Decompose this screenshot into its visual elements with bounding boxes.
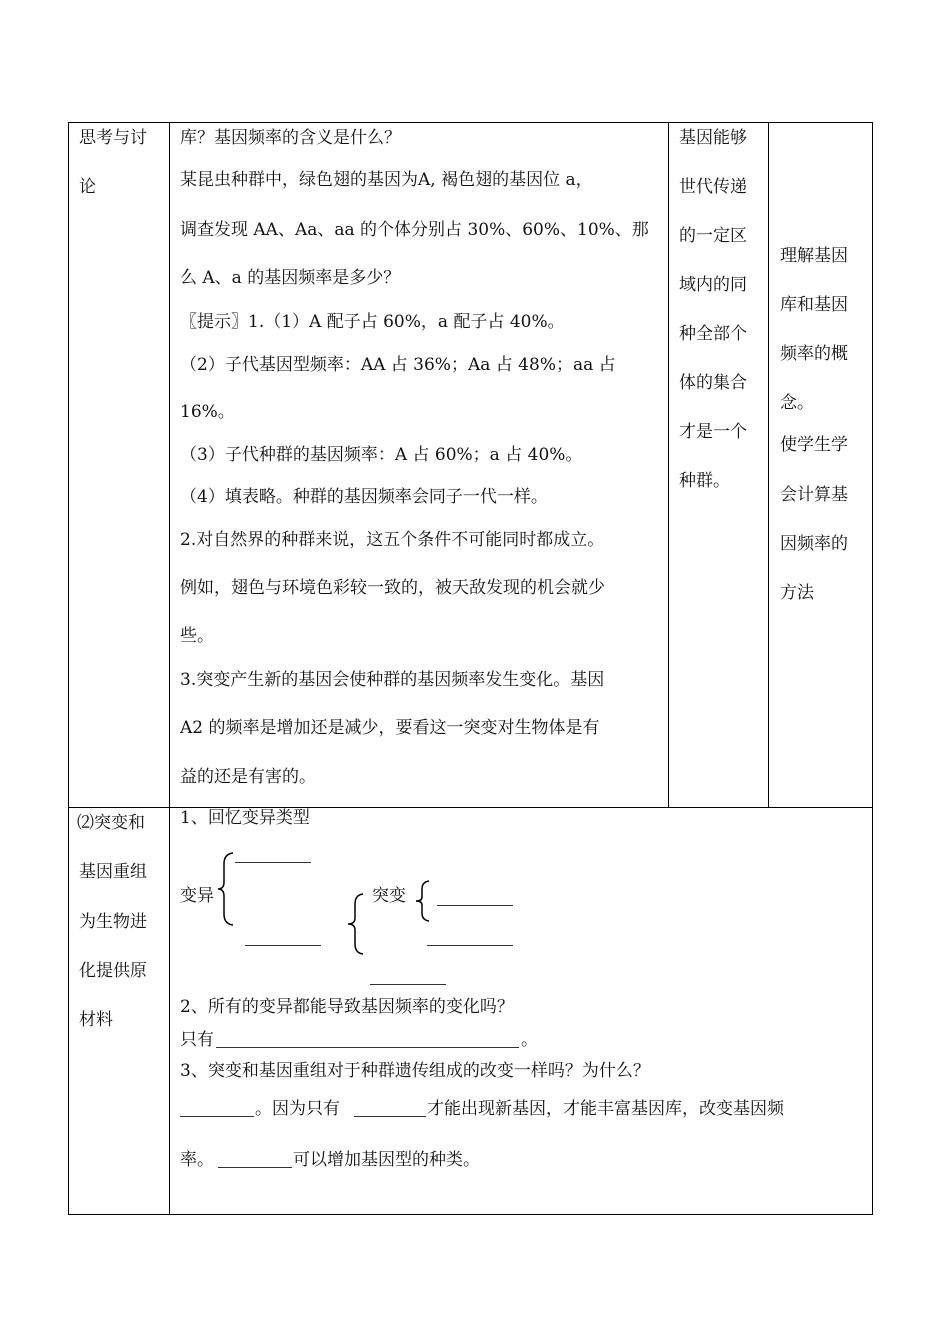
content-line: 么 A、a 的基因频率是多少？ [180, 268, 401, 288]
answer-blank[interactable] [437, 905, 513, 906]
goal-line: 理解基因 [780, 246, 848, 266]
left-brace-icon [346, 893, 366, 955]
question-3-text: 才能出现新基因，才能丰富基因库，改变基因频 [427, 1099, 784, 1119]
variation-label: 变异 [180, 886, 214, 906]
answer-blank[interactable] [180, 1116, 254, 1117]
question-2-suffix: 。 [521, 1030, 538, 1050]
section-title-line: 化提供原 [79, 961, 147, 981]
content-line: 调查发现 AA、Aa、aa 的个体分别占 30%、60%、10%、那 [180, 220, 649, 240]
content-line: A2 的频率是增加还是减少，要看这一突变对生物体是有 [180, 718, 600, 738]
concept-line: 的一定区 [679, 226, 747, 246]
content-line: 例如，翅色与环境色彩较一致的，被天敌发现的机会就少 [180, 578, 605, 598]
question-2-prefix: 只有 [180, 1030, 214, 1050]
concept-line: 才是一个 [679, 422, 747, 442]
concept-line: 体的集合 [679, 373, 747, 393]
question-3: 3、突变和基因重组对于种群遗传组成的改变一样吗？为什么？ [180, 1061, 650, 1081]
concept-line: 域内的同 [679, 275, 747, 295]
content-line: （3）子代种群的基因频率：A 占 60%；a 占 40%。 [180, 445, 583, 465]
content-line: 益的还是有害的。 [180, 767, 316, 787]
content-line: 3.突变产生新的基因会使种群的基因频率发生变化。基因 [180, 670, 605, 690]
question-1: 1、回忆变异类型 [180, 808, 310, 828]
concept-line: 种群。 [679, 471, 730, 491]
column-divider-3 [768, 122, 769, 808]
content-line: 库？基因频率的含义是什么？ [180, 128, 401, 148]
answer-blank[interactable] [235, 862, 311, 863]
question-3-text: 可以增加基因型的种类。 [293, 1150, 480, 1170]
table-border-top [68, 122, 873, 123]
content-line: 〖提示〗1.（1）A 配子占 60%，a 配子占 40%。 [180, 312, 565, 332]
answer-blank[interactable] [245, 945, 321, 946]
column-divider-1 [169, 122, 170, 1215]
section-title-line: 为生物进 [79, 912, 147, 932]
content-line: （4）填表略。种群的基因频率会同子一代一样。 [180, 487, 548, 507]
mutation-label: 突变 [372, 886, 406, 906]
column-divider-2 [668, 122, 669, 808]
table-border-right [872, 122, 873, 1215]
left-brace-icon [216, 852, 236, 926]
content-line: 些。 [180, 626, 214, 646]
goal-line: 库和基因 [780, 295, 848, 315]
goal-line: 因频率的 [780, 534, 848, 554]
answer-blank[interactable] [218, 1167, 292, 1168]
question-3-text: 。因为只有 [255, 1099, 340, 1119]
answer-blank[interactable] [370, 984, 446, 985]
concept-line: 种全部个 [679, 324, 747, 344]
answer-blank[interactable] [354, 1116, 426, 1117]
content-line: 16%。 [180, 402, 235, 422]
section-title-line: ⑵突变和 [77, 813, 145, 833]
goal-line: 频率的概 [780, 344, 848, 364]
question-2: 2、所有的变异都能导致基因频率的变化吗？ [180, 997, 514, 1017]
section-title-line: 论 [79, 177, 96, 197]
section-title-line: 材料 [79, 1010, 113, 1030]
table-border-bottom [68, 1214, 873, 1215]
answer-blank[interactable] [427, 945, 513, 946]
content-line: 某昆虫种群中，绿色翅的基因为A, 褐色翅的基因位 a， [180, 170, 593, 190]
goal-line: 念。 [780, 393, 814, 413]
table-border-left [68, 122, 69, 1215]
concept-line: 世代传递 [679, 177, 747, 197]
content-line: （2）子代基因型频率：AA 占 36%；Aa 占 48%；aa 占 [180, 355, 616, 375]
left-brace-icon [414, 880, 432, 922]
question-3-text: 率。 [180, 1150, 214, 1170]
concept-line: 基因能够 [679, 128, 747, 148]
goal-line: 方法 [780, 583, 814, 603]
content-line: 2.对自然界的种群来说，这五个条件不可能同时都成立。 [180, 530, 605, 550]
goal-line: 会计算基 [780, 485, 848, 505]
section-title-line: 思考与讨 [79, 128, 147, 148]
goal-line: 使学生学 [780, 435, 848, 455]
answer-blank[interactable] [216, 1047, 519, 1048]
section-title-line: 基因重组 [79, 862, 147, 882]
